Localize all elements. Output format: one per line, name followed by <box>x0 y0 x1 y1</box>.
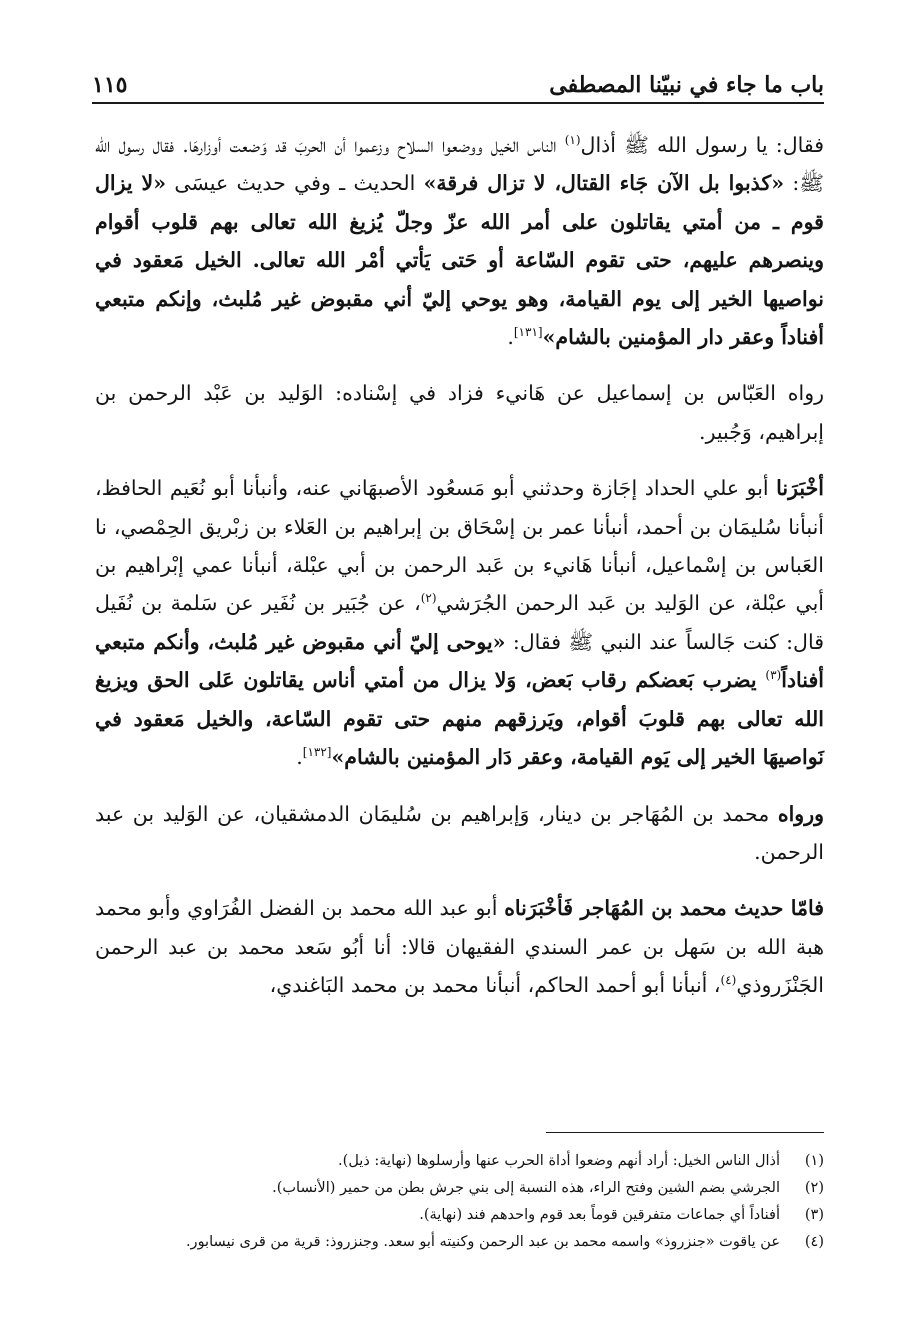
paragraph <box>95 126 824 356</box>
reference-marker: [١٣١] <box>513 325 543 340</box>
reference-marker: (١) <box>564 133 581 148</box>
bold-text: «يوحى إليّ أني مقبوض غير مُلبث، وأنكم متبعي أفناداً <box>95 629 824 693</box>
bold-text: «لا يزال قوم ـ من أمتي يقاتلون على أمر الله عزّ وجلّ يُزيغ الله تعالى بهم قلوب أقوام وينصرهم عليهم، حتى تقوم السّاعة أو حَتى يَأتي أمْر الله تعالى. الخيل مَعقود في نواصيها الخير إلى يوم القيامة، وهو يوحي إليّ أني مقبوض غير مُلبث، وإنكم متبعي أفناداً وعقر دار المؤمنين بالشام» <box>95 171 824 350</box>
text-run: . <box>507 325 514 350</box>
paragraph <box>95 889 824 1004</box>
bold-text: «كذبوا بل الآن جَاء القتال، لا تزال فرقة» <box>423 171 785 196</box>
text-run: أبو عبد الله محمد بن الفضل الفُرَاوي وأبو محمد هبة الله بن سَهل بن عمر السندي الفقيهان قالا: أنا أبُو سَعد محمد بن عبد الرحمن الجَنْزَروذي <box>95 896 824 998</box>
bold-text: فامّا حديث محمد بن المُهَاجر فَأخْبَرَناه <box>504 896 824 921</box>
text-run: ، أنبأنا أبو أحمد الحاكم، أنبأنا محمد بن محمد البَاغندي، <box>269 973 721 998</box>
text-run: محمد بن المُهَاجر بن دينار، وَإبراهيم بن سُليمَان الدمشقيان، عن الوَليد بن عبد الرحمن. <box>95 801 824 864</box>
running-header <box>92 58 824 104</box>
paragraph <box>95 795 824 872</box>
text-run: الحديث ـ وفي حديث عيسَى <box>166 171 424 196</box>
footnote-number: (٤) <box>804 1234 824 1250</box>
bold-text: أخْبَرَنا <box>776 476 824 501</box>
chapter-title: باب ما جاء في نبيّنا المصطفى <box>549 72 824 98</box>
text-run: ، عن جُبَير بن نُفَير عن سَلمة بن نُفَيل قال: كنت جَالساً عند النبي ﷺ فقال: <box>95 591 824 654</box>
footnotes <box>95 1148 824 1256</box>
footnote-number: (٣) <box>804 1207 824 1223</box>
text-run: الناس الخيل ووضعوا السلاح وزعموا أن الحربَ قد وَضعت أوزارهَا. فقال رسول الله ﷺ: <box>95 133 825 196</box>
paragraph <box>95 374 824 451</box>
footnote-text: عن ياقوت «جنزروذ» واسمه محمد بن عبد الرحمن وكنيته أبو سعد. وجنزروذ: قرية من قرى نيسابور. <box>185 1234 780 1250</box>
paragraph <box>95 469 824 776</box>
text-run: أبو علي الحداد إجَازة وحدثني أبو مَسعُود الأصبهَاني عنه، وأنبأنا أبو نُعَيم الحافظ، أنبأنا سُليمَان بن أحمد، أنبأنا عمر بن إسْحَاق بن إبراهيم بن العَلاء بن زبْريق الحِمْصي، نا العَباس بن إسْماعيل، أنبأنا هَانيء بن عَبد الرحمن بن أبي عبْلة، أنبأنا عمي إبْراهيم بن أبي عبْلة، عن الوَليد بن عَبد الرحمن الجُرَشي <box>95 476 824 616</box>
footnote <box>95 1175 824 1202</box>
reference-marker: (٣) <box>765 668 782 683</box>
footnote <box>95 1229 824 1256</box>
text-run: فقال: يا رسول الله ﷺ أذال <box>580 133 824 157</box>
footnote <box>95 1202 824 1229</box>
main-text <box>95 126 824 1005</box>
text-run: رواه العَبّاس بن إسماعيل عن هَانيء فزاد في إسْناده: الوَليد بن عَبْد الرحمن بن إبراهيم، وَجُبير. <box>95 381 824 444</box>
footnote-text: أذال الناس الخيل: أراد أنهم وضعوا أداة الحرب عنها وأرسلوها (نهاية: ذيل). <box>338 1153 780 1169</box>
footnote-number: (١) <box>804 1153 824 1169</box>
footnote <box>95 1148 824 1175</box>
page-number: ١١٥ <box>92 72 128 98</box>
text-run: . <box>296 745 303 770</box>
footnote-text: أفناداً أي جماعات متفرقين قوماً بعد قوم واحدهم فند (نهاية). <box>419 1207 780 1223</box>
reference-marker: [١٣٢] <box>302 745 332 760</box>
reference-marker: (٤) <box>720 973 737 988</box>
footnote-number: (٢) <box>804 1180 824 1196</box>
footnote-text: الجرشي بضم الشين وفتح الراء، هذه النسبة إلى بني جرش بطن من حمير (الأنساب). <box>272 1180 780 1196</box>
reference-marker: (٢) <box>420 591 437 606</box>
bold-text: ورواه <box>777 801 824 826</box>
footnote-divider <box>546 1132 824 1133</box>
bold-text: يضرب بَعضكم رقاب بَعض، وَلا يزال من أمتي أناس يقاتلون عَلى الحق ويزيغ الله تعالى بهم قلوبَ أقوام، ويَرزقهم منهم حتى تقوم السّاعة، والخيل مَعقود في نَواصيهَا الخير إلى يَوم القيامة، وعقر دَار المؤمنين بالشام» <box>95 668 824 770</box>
